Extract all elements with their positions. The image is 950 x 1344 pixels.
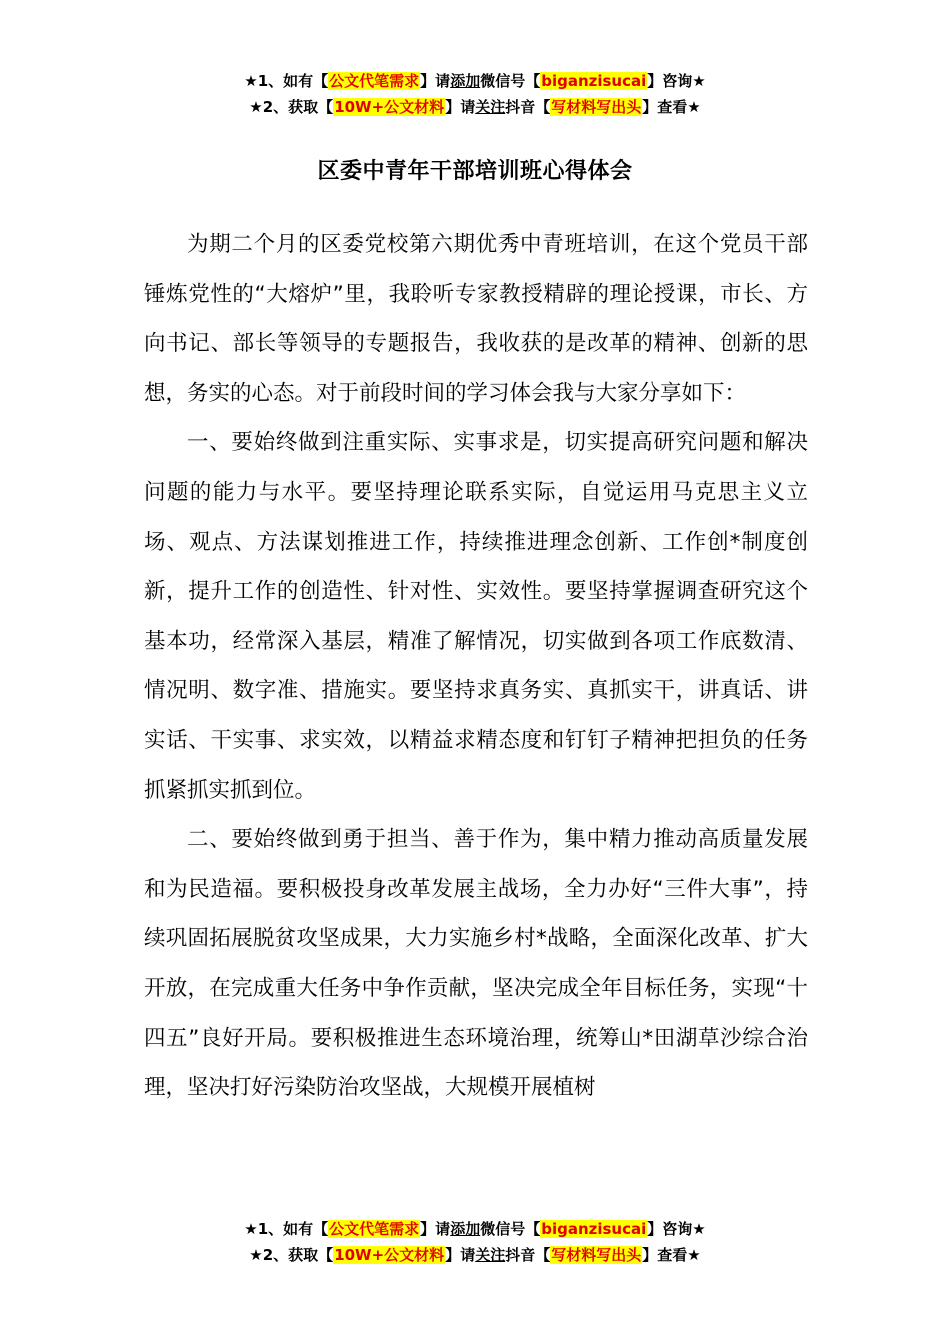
document-body	[144, 220, 808, 1113]
highlight-service: 公文代笔需求	[329, 72, 420, 90]
highlight-materials: 10W+公文材料	[334, 98, 445, 116]
highlight-materials: 10W+公文材料	[334, 1246, 445, 1264]
banner-line-1: ★1、如有【公文代笔需求】请添加微信号【biganzisucai】咨询★	[244, 72, 706, 90]
highlight-wechat-id: biganzisucai	[541, 1220, 647, 1238]
banner-line-2: ★2、获取【10W+公文材料】请关注抖音【写材料写出头】查看★	[249, 1246, 701, 1264]
document-title: 区委中青年干部培训班心得体会	[317, 159, 633, 184]
paragraph-section-1: 一、要始终做到注重实际、实事求是，切实提高研究问题和解决问题的能力与水平。要坚持理论联系实际，自觉运用马克思主义立场、观点、方法谋划推进工作，持续推进理念创新、工作创*制度创新，提升工作的创造性、针对性、实效性。要坚持掌握调查研究这个基本功，经常深入基层，精准了解情况，切实做到各项工作底数清、情况明、数字准、措施实。要坚持求真务实、真抓实干，讲真话、讲实话、干实事、求实效，以精益求精态度和钉钉子精神把担负的任务抓紧抓实抓到位。	[144, 430, 808, 803]
banner-line-1: ★1、如有【公文代笔需求】请添加微信号【biganzisucai】咨询★	[244, 1220, 706, 1238]
paragraph-section-2: 二、要始终做到勇于担当、善于作为，集中精力推动高质量发展和为民造福。要积极投身改革发展主战场，全力办好“三件大事”，持续巩固拓展脱贫攻坚成果，大力实施乡村*战略，全面深化改革、扩大开放，在完成重大任务中争作贡献，坚决完成全年目标任务，实现“十四五”良好开局。要积极推进生态环境治理，统筹山*田湖草沙综合治理，坚决打好污染防治攻坚战，大规模开展植树	[144, 827, 808, 1101]
footer-banner	[0, 1216, 950, 1268]
highlight-service: 公文代笔需求	[329, 1220, 420, 1238]
paragraph-intro: 为期二个月的区委党校第六期优秀中青班培训，在这个党员干部锤炼党性的“大熔炉”里，我聆听专家教授精辟的理论授课，市长、方向书记、部长等领导的专题报告，我收获的是改革的精神、创新的思想，务实的心态。对于前段时间的学习体会我与大家分享如下：	[144, 232, 808, 406]
header-banner	[0, 68, 950, 120]
highlight-douyin: 写材料写出头	[551, 98, 642, 116]
highlight-wechat-id: biganzisucai	[541, 72, 647, 90]
highlight-douyin: 写材料写出头	[551, 1246, 642, 1264]
banner-line-2: ★2、获取【10W+公文材料】请关注抖音【写材料写出头】查看★	[249, 98, 701, 116]
